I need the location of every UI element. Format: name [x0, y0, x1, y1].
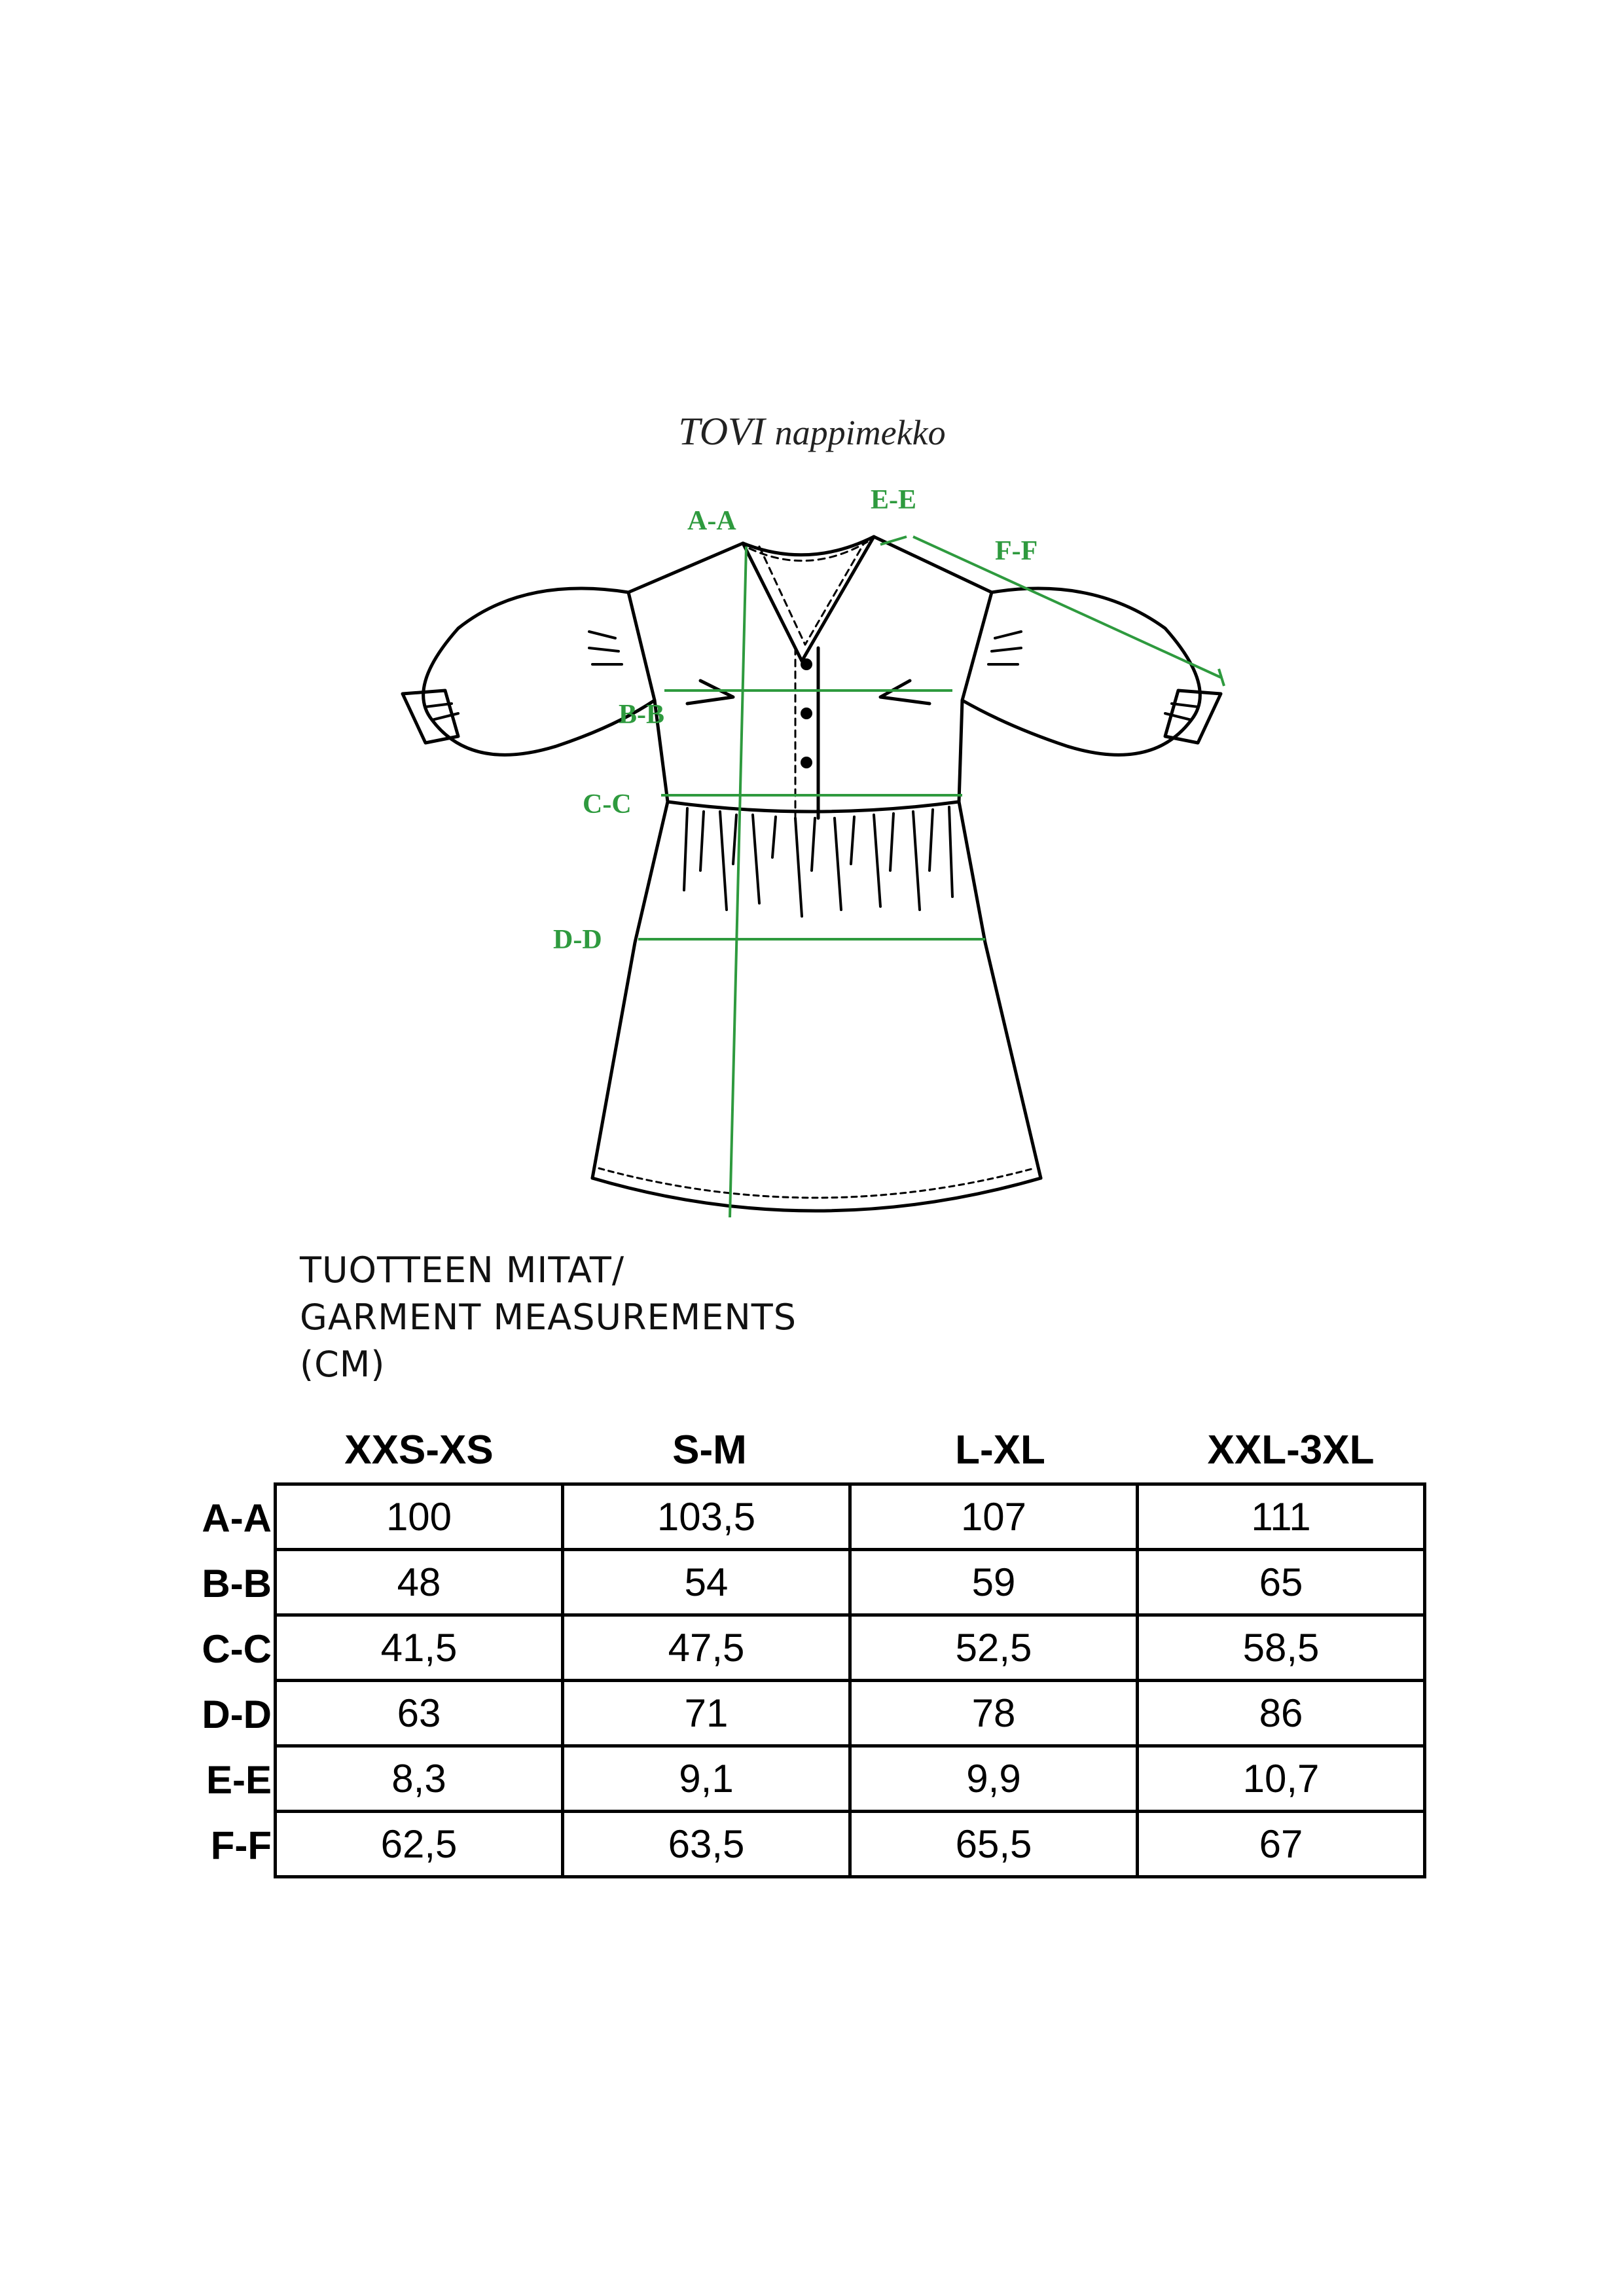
table-cell: 9,1 — [563, 1746, 850, 1812]
row-label-bb: B-B — [202, 1562, 272, 1605]
label-ee: E-E — [871, 485, 917, 515]
table-cell: 62,5 — [276, 1812, 563, 1877]
row-label-ff: F-F — [210, 1823, 272, 1867]
table-cell: 63 — [276, 1681, 563, 1746]
table-cell: 65,5 — [850, 1812, 1138, 1877]
table-cell: 47,5 — [563, 1615, 850, 1681]
table-row — [276, 1484, 1425, 1550]
row-label-cc: C-C — [202, 1627, 272, 1671]
label-cc: C-C — [583, 789, 632, 819]
table-cell: 100 — [276, 1484, 563, 1550]
table-row — [276, 1550, 1425, 1615]
table-cell: 59 — [850, 1550, 1138, 1615]
table-cell: 78 — [850, 1681, 1138, 1746]
table-cell: 52,5 — [850, 1615, 1138, 1681]
gather-lines — [425, 632, 1198, 916]
measurements-table — [274, 1482, 1426, 1878]
table-cell: 103,5 — [563, 1484, 850, 1550]
table-cell: 9,9 — [850, 1746, 1138, 1812]
label-bb: B-B — [619, 700, 665, 730]
caption-line-1: TUOTTEEN MITAT/ — [300, 1249, 625, 1291]
table-cell: 8,3 — [276, 1746, 563, 1812]
row-label-aa: A-A — [202, 1496, 272, 1540]
table-cell: 111 — [1138, 1484, 1425, 1550]
size-header-xxs-xs: XXS-XS — [344, 1427, 494, 1473]
size-header-xxl-3xl: XXL-3XL — [1207, 1427, 1375, 1473]
table-cell: 10,7 — [1138, 1746, 1425, 1812]
table-cell: 58,5 — [1138, 1615, 1425, 1681]
table-cell: 65 — [1138, 1550, 1425, 1615]
table-row — [276, 1746, 1425, 1812]
label-ff: F-F — [995, 536, 1038, 566]
dress-outline — [403, 537, 1221, 1211]
title-garment-type: nappimekko — [774, 413, 946, 452]
table-row — [276, 1812, 1425, 1877]
table-row — [276, 1615, 1425, 1681]
table-cell: 107 — [850, 1484, 1138, 1550]
measurement-lines — [638, 537, 1224, 1217]
title-model: TOVI — [678, 410, 765, 453]
buttons-icon — [801, 658, 812, 768]
row-label-dd: D-D — [202, 1693, 272, 1736]
table-cell: 67 — [1138, 1812, 1425, 1877]
label-aa: A-A — [687, 506, 736, 536]
table-cell: 86 — [1138, 1681, 1425, 1746]
table-row — [276, 1681, 1425, 1746]
caption-line-2: GARMENT MEASUREMENTS — [300, 1297, 797, 1338]
caption-line-3: (CM) — [300, 1344, 386, 1385]
table-cell: 63,5 — [563, 1812, 850, 1877]
table-cell: 71 — [563, 1681, 850, 1746]
size-header-s-m: S-M — [672, 1427, 747, 1473]
table-cell: 48 — [276, 1550, 563, 1615]
measurements-caption — [300, 1247, 797, 1388]
label-dd: D-D — [553, 925, 602, 955]
garment-title — [0, 409, 1624, 454]
size-header-l-xl: L-XL — [955, 1427, 1045, 1473]
table-cell: 41,5 — [276, 1615, 563, 1681]
row-label-ee: E-E — [206, 1758, 272, 1802]
table-cell: 54 — [563, 1550, 850, 1615]
